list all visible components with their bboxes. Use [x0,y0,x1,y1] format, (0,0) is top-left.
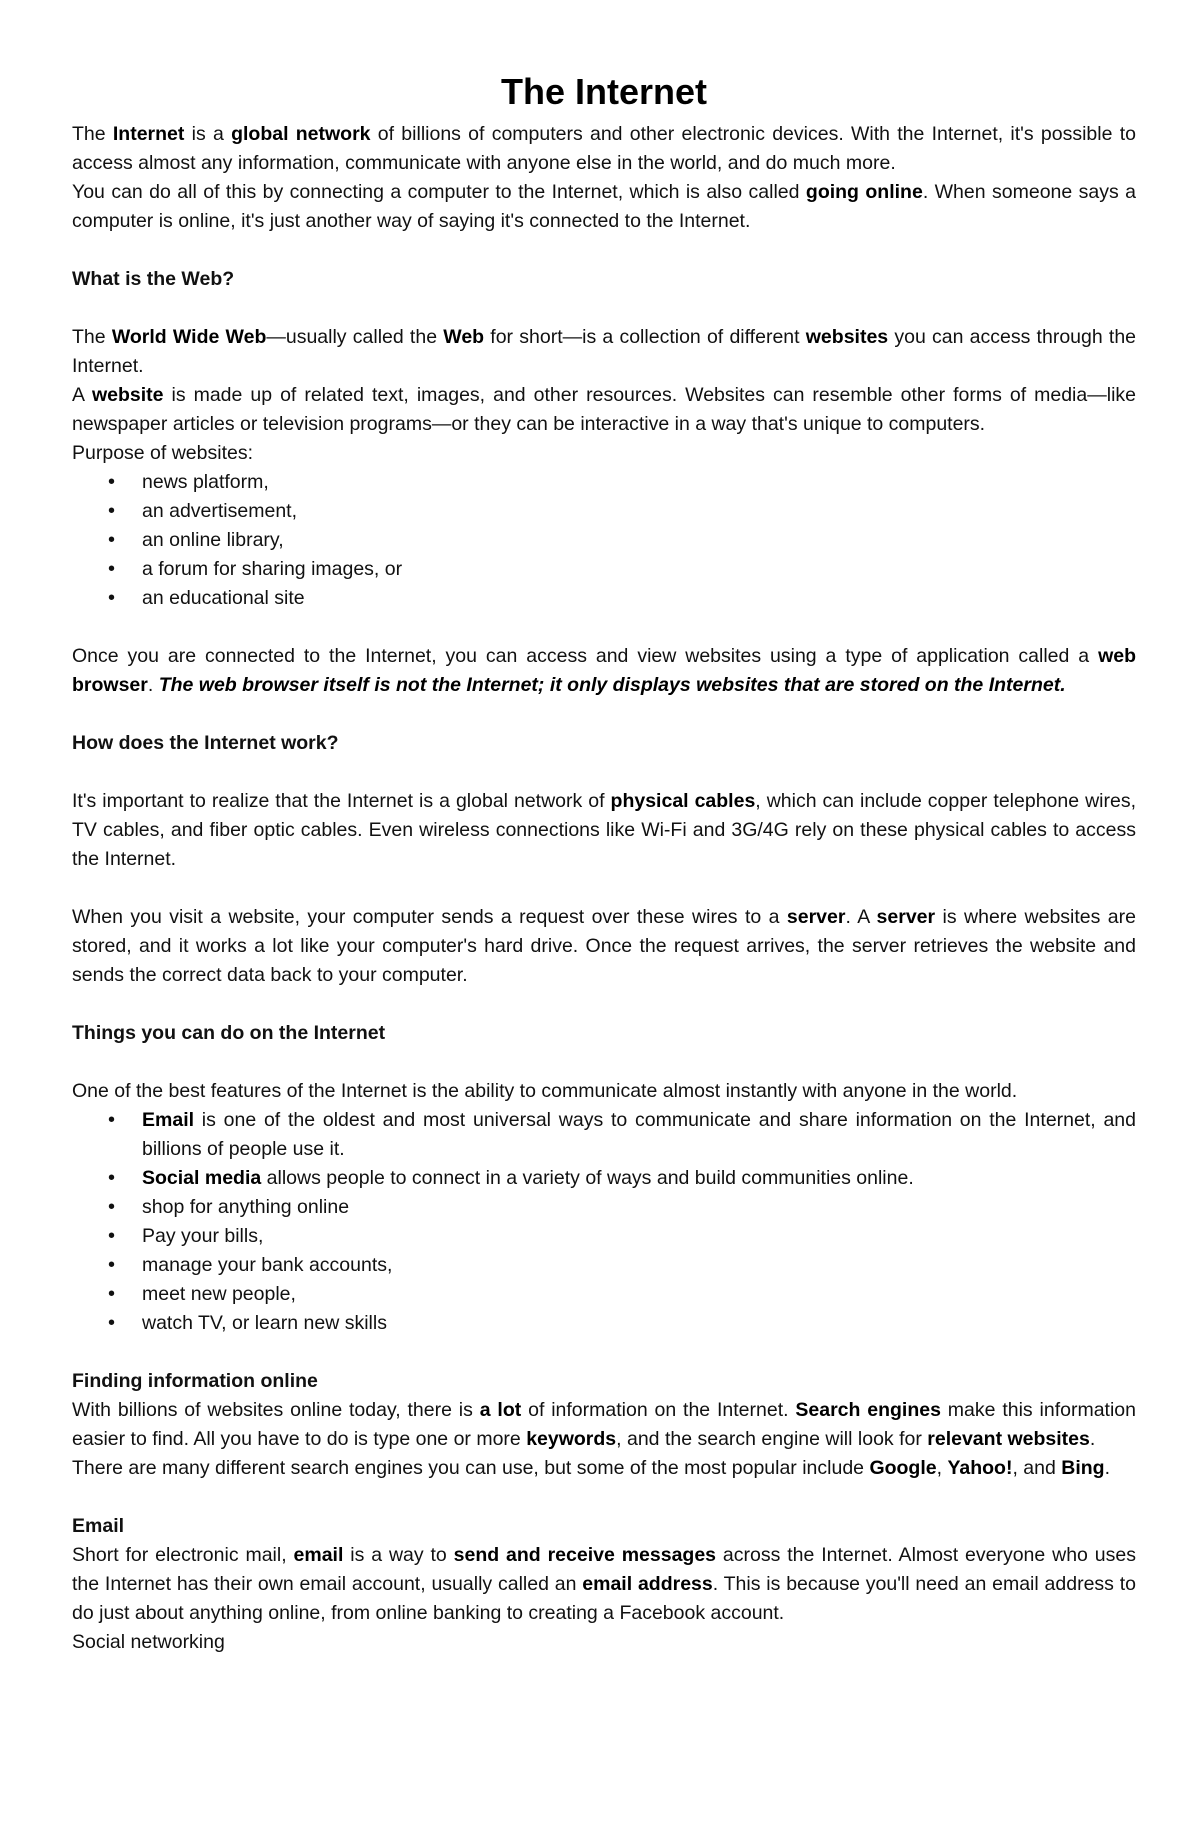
heading-finding-information: Finding information online [72,1370,318,1392]
list-item: • watch TV, or learn new skills [142,1309,1136,1338]
how-paragraph-1: It's important to realize that the Internet is a global network of physical cables, which can include copper telephone wires, TV cables, and fiber optic cables. Even wireless connections like Wi-Fi and 3G/4G rely on these physical cables to access the Internet. [72,790,1136,870]
things-list [72,1106,1136,1338]
list-item: • Social media allows people to connect in a variety of ways and build communities online. [142,1164,1136,1193]
list-item: • an online library, [142,526,1136,555]
web-paragraph-2: A website is made up of related text, images, and other resources. Websites can resemble other forms of media—like newspaper articles or television programs—or they can be interactive in a way that's unique to computers. [72,384,1136,435]
heading-things-you-can-do: Things you can do on the Internet [72,1022,386,1044]
list-item: • an advertisement, [142,497,1136,526]
heading-how-internet-works: How does the Internet work? [72,732,339,754]
page-title: The Internet [500,71,707,112]
term-global-network: global network [231,123,371,145]
list-item: • an educational site [142,584,1136,613]
purpose-label: Purpose of websites: [72,442,254,464]
list-item: • Pay your bills, [142,1222,1136,1251]
list-item: • a forum for sharing images, or [142,555,1136,584]
finding-paragraph-1: With billions of websites online today, there is a lot of information on the Internet. Search engines make this information easier to find. All you have to do is type one or more keywords, and the search engine will look for relevant websites. [72,1399,1136,1450]
intro-paragraph-2: You can do all of this by connecting a computer to the Internet, which is also called going online. When someone says a computer is online, it's just another way of saying it's connected to the Internet. [72,181,1137,232]
things-intro: One of the best features of the Internet is the ability to communicate almost instantly with anyone in the world. [72,1080,1018,1102]
emphasis-browser-note: The web browser itself is not the Internet; it only displays websites that are stored on the Internet. [158,674,1066,696]
list-item: • shop for anything online [142,1193,1136,1222]
term-internet: Internet [112,123,185,145]
social-networking-line: Social networking [72,1631,225,1653]
email-paragraph-1: Short for electronic mail, email is a way to send and receive messages across the Internet. Almost everyone who uses the Internet has their own email account, usually called an email address. This is because you'll need an email address to do just about anything online, from online banking to creating a Facebook account. [72,1544,1136,1624]
heading-what-is-the-web: What is the Web? [72,268,235,290]
list-item: • Email is one of the oldest and most universal ways to communicate and share information on the Internet, and billions of people use it. [142,1106,1136,1164]
list-item: • manage your bank accounts, [142,1251,1136,1280]
finding-paragraph-2: There are many different search engines you can use, but some of the most popular include Google, Yahoo!, and Bing. [72,1457,1111,1479]
intro-paragraph-1: The Internet is a global network of billions of computers and other electronic devices. With the Internet, it's possible to access almost any information, communicate with anyone else in the world, and do much more. [72,123,1136,174]
how-paragraph-2: When you visit a website, your computer sends a request over these wires to a server. A server is where websites are stored, and it works a lot like your computer's hard drive. Once the request arrives, the server retrieves the website and sends the correct data back to your computer. [72,906,1136,986]
list-item: • news platform, [142,468,1136,497]
term-going-online: going online [805,181,923,203]
purpose-list [72,468,1136,613]
heading-email: Email [72,1515,125,1537]
web-paragraph-1: The World Wide Web—usually called the Web for short—is a collection of different websites you can access through the Internet. [72,326,1137,377]
web-paragraph-3: Once you are connected to the Internet, you can access and view websites using a type of application called a web browser. The web browser itself is not the Internet; it only displays websites that are stored on the Internet. [72,645,1136,696]
list-item: • meet new people, [142,1280,1136,1309]
